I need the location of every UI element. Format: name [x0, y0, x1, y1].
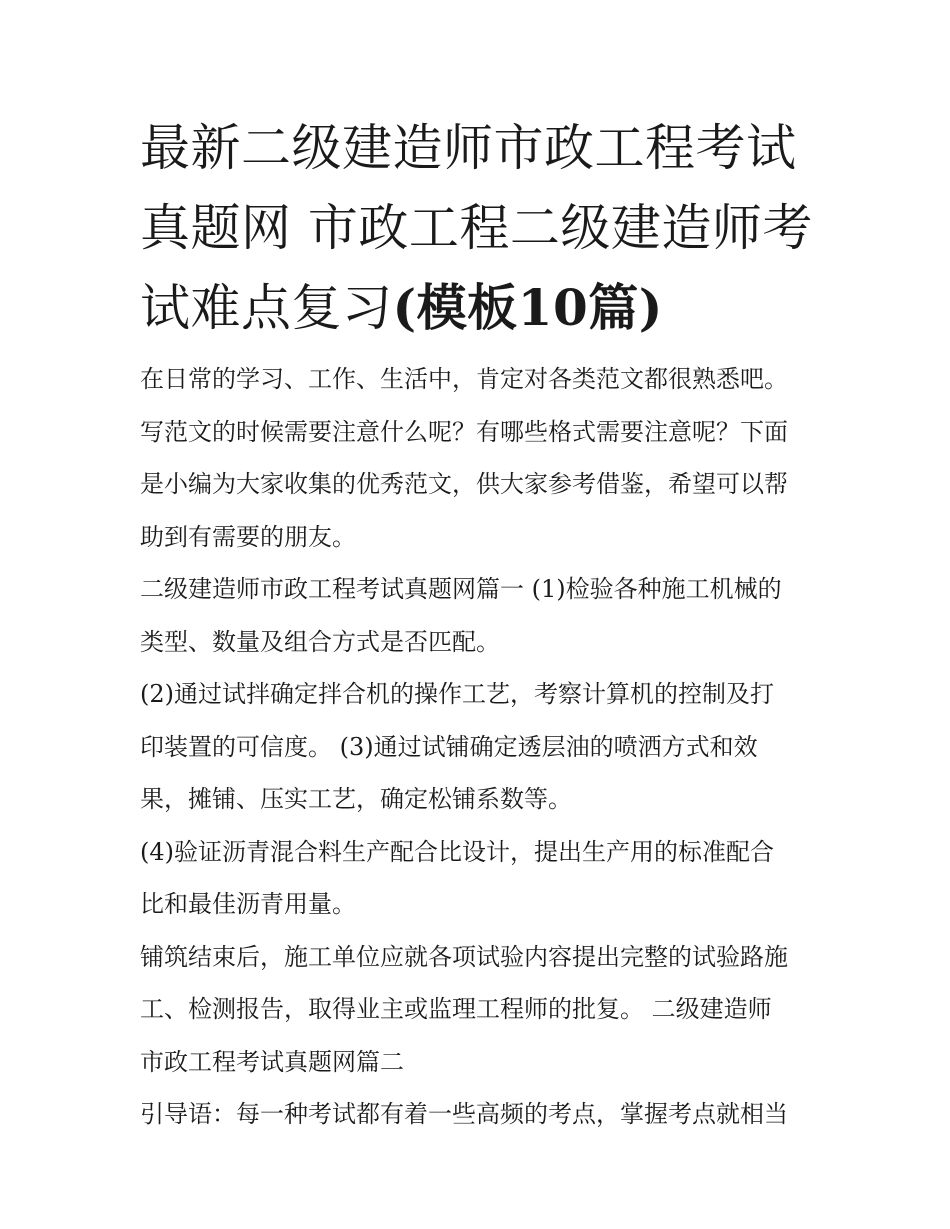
title-line	[140, 268, 820, 348]
body-line: 类型、数量及组合方式是否匹配。	[140, 627, 500, 656]
body-line: 是小编为大家收集的优秀范文，供大家参考借鉴，希望可以帮	[140, 470, 788, 498]
title-template-count: (模板10篇)	[392, 278, 663, 337]
body-line: 在日常的学习、工作、生活中，肯定对各类范文都很熟悉吧。	[140, 365, 788, 393]
body-line: (4)验证沥青混合料生产配合比设计，提出生产用的标准配合	[140, 837, 774, 866]
body-line: 二级建造师市政工程考试真题网篇一 (1)检验各种施工机械的	[140, 575, 782, 603]
body-line: 助到有需要的朋友。	[140, 522, 356, 551]
title-line: 真题网 市政工程二级建造师考	[140, 199, 813, 257]
body-line: (2)通过试拌确定拌合机的操作工艺，考察计算机的控制及打	[140, 680, 774, 708]
body-line: 引导语：每一种考试都有着一些高频的考点，掌握考点就相当	[140, 1100, 788, 1128]
title-line3-text: 试难点复习	[140, 279, 393, 337]
document-title	[140, 108, 820, 348]
body-line: 写范文的时候需要注意什么呢？有哪些格式需要注意呢？下面	[140, 417, 788, 446]
body-line: 果，摊铺、压实工艺，确定松铺系数等。	[140, 785, 572, 813]
body-line: 印装置的可信度。 (3)通过试铺确定透层油的喷洒方式和效	[140, 732, 758, 761]
body-line: 铺筑结束后，施工单位应就各项试验内容提出完整的试验路施	[140, 942, 788, 971]
document-body	[140, 353, 820, 1141]
body-line: 市政工程考试真题网篇二	[140, 1047, 404, 1076]
body-line: 比和最佳沥青用量。	[140, 890, 356, 918]
title-line: 最新二级建造师市政工程考试	[140, 119, 797, 177]
body-line: 工、检测报告，取得业主或监理工程师的批复。 二级建造师	[140, 995, 772, 1023]
